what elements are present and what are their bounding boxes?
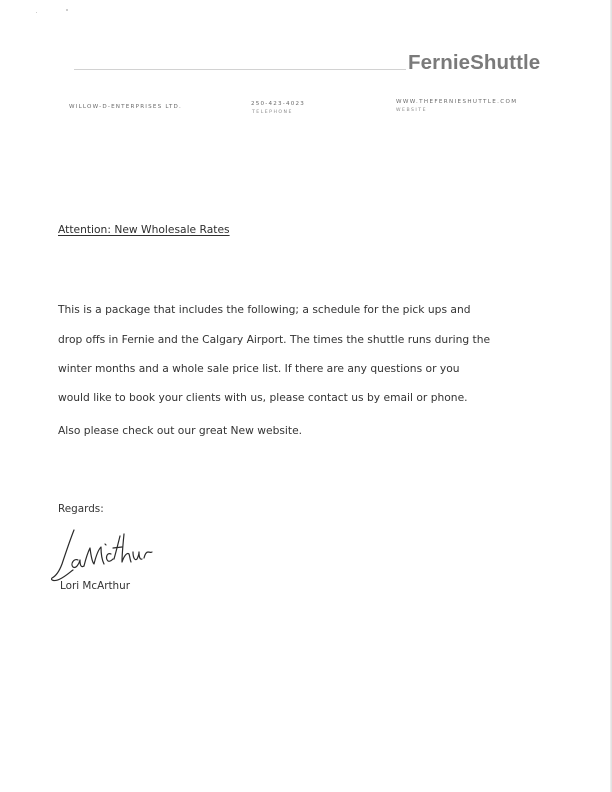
letterhead-rule <box>74 69 406 70</box>
brand-logo: FernieShuttle <box>408 51 541 74</box>
body-line: drop offs in Fernie and the Calgary Airport. The times the shuttle runs during the <box>58 333 491 346</box>
website-caption: WEBSITE <box>396 108 427 113</box>
attention-heading: Attention: New Wholesale Rates <box>58 223 230 236</box>
closing-regards: Regards: <box>58 503 104 515</box>
body-line: would like to book your clients with us, please contact us by email or phone. <box>58 391 468 404</box>
phone-caption: TELEPHONE <box>252 110 293 115</box>
body-line: winter months and a whole sale price list. If there are any questions or you <box>58 362 460 375</box>
signer-name: Lori McArthur <box>60 580 130 592</box>
phone-number: 250-423-4023 <box>251 101 306 107</box>
body-line: Also please check out our great New website. <box>58 424 303 437</box>
website-url: WWW.THEFERNIESHUTTLE.COM <box>396 99 518 105</box>
handwritten-signature <box>48 526 166 588</box>
scan-speck <box>66 9 68 11</box>
body-line: This is a package that includes the following; a schedule for the pick ups and <box>58 303 471 316</box>
company-name: WILLOW-D-ENTERPRISES LTD. <box>69 104 182 110</box>
scan-speck <box>36 12 37 13</box>
